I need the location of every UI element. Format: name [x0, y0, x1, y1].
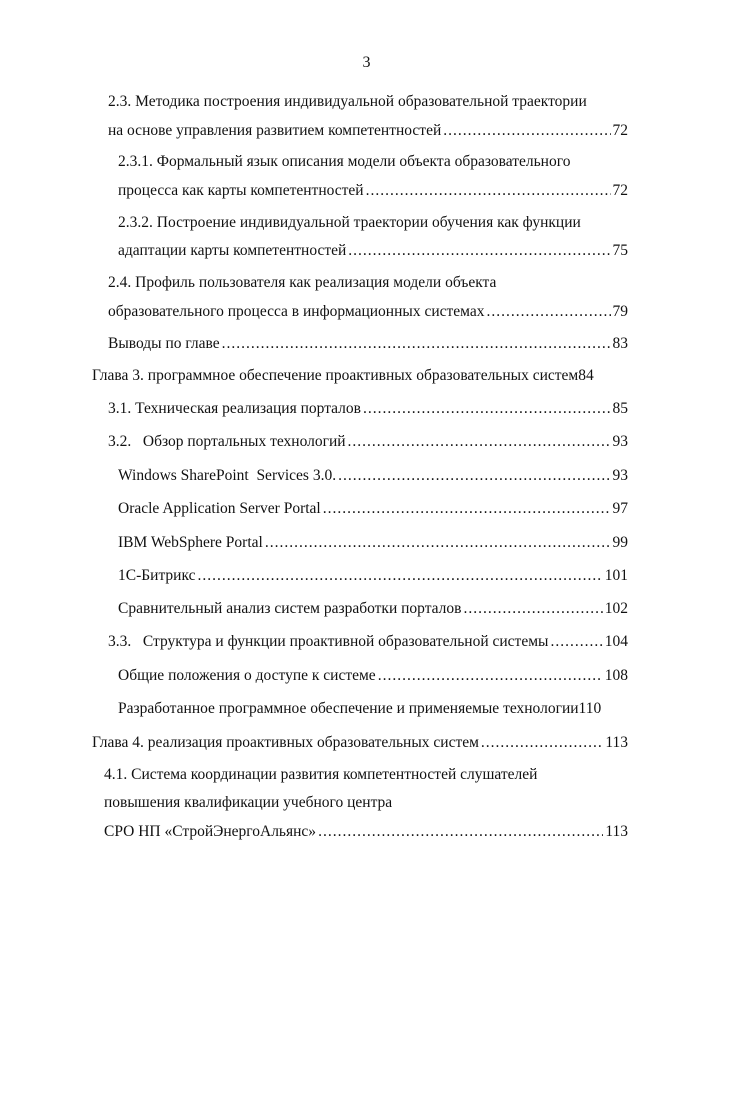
toc-page-number: 75 [612, 242, 628, 259]
toc-entry-text: 3.3. Структура и функции проактивной образовательной системы [108, 633, 549, 650]
dot-leader [443, 121, 610, 141]
toc-line [104, 793, 392, 813]
dot-leader [197, 566, 602, 586]
dot-leader [348, 432, 611, 452]
toc-line [108, 92, 587, 112]
toc-page-number: 93 [612, 433, 628, 450]
toc-page-number: 72 [612, 122, 628, 139]
toc-entry-text: 3.1. Техническая реализация порталов [108, 400, 361, 417]
page-number: 3 [362, 54, 371, 71]
toc-page-number: 84 [578, 367, 594, 384]
toc-page-number: 72 [612, 182, 628, 199]
toc-page-number: 79 [612, 303, 628, 320]
toc-line [118, 566, 628, 586]
toc-page-number: 102 [604, 600, 628, 617]
toc-entry-text: 2.4. Профиль пользователя как реализация модели объекта [108, 274, 497, 291]
toc-line [118, 699, 638, 719]
toc-entry-text: Oracle Application Server Portal [118, 500, 321, 517]
toc-line [118, 181, 628, 201]
toc-line [108, 432, 628, 452]
dot-leader [463, 599, 602, 619]
dot-leader [550, 632, 602, 652]
toc-page-number: 108 [604, 667, 628, 684]
toc-entry-text: образовательного процесса в информационных системах [108, 303, 485, 320]
dot-leader [378, 666, 603, 686]
dot-leader [323, 499, 611, 519]
toc-page-number: 83 [612, 335, 628, 352]
toc-line [118, 466, 628, 486]
toc-entry-text: 2.3.1. Формальный язык описания модели объекта образовательного [118, 153, 571, 170]
toc-entry-text: Разработанное программное обеспечение и применяемые технологии [118, 700, 579, 717]
toc-page-number: 85 [612, 400, 628, 417]
dot-leader [265, 533, 611, 553]
dot-leader [338, 466, 610, 486]
toc-entry-text: 4.1. Система координации развития компетентностей слушателей [104, 766, 538, 783]
toc-line [108, 334, 628, 354]
toc-entry-text: повышения квалификации учебного центра [104, 794, 393, 811]
toc-line [118, 152, 570, 172]
toc-page-number: 101 [604, 567, 628, 584]
toc-page-number: 97 [612, 500, 628, 517]
toc-entry-text: на основе управления развитием компетентностей [108, 122, 442, 139]
toc-entry-text: Windows SharePoint Services 3.0. [118, 467, 337, 484]
toc-line [118, 499, 628, 519]
toc-line [104, 822, 628, 842]
toc-page-number: 110 [578, 700, 602, 717]
toc-entry-text: адаптации карты компетентностей [118, 242, 347, 259]
toc-line [108, 121, 628, 141]
toc-line [118, 241, 628, 261]
toc-line [108, 302, 628, 322]
toc-page-number: 93 [612, 467, 628, 484]
toc-line [118, 599, 628, 619]
toc-line [118, 213, 581, 233]
dot-leader [318, 822, 603, 842]
toc-entry-text: процесса как карты компетентностей [118, 182, 364, 199]
toc-line [108, 399, 628, 419]
dot-leader [363, 399, 611, 419]
toc-page-number: 99 [612, 534, 628, 551]
toc-entry-text: Сравнительный анализ систем разработки порталов [118, 600, 462, 617]
toc-line [92, 366, 637, 386]
toc-line [118, 533, 628, 553]
toc-line [118, 666, 628, 686]
toc-entry-text: 2.3. Методика построения индивидуальной образовательной траектории [108, 93, 587, 110]
toc-line [108, 273, 496, 293]
toc-entry-text: Глава 4. реализация проактивных образовательных систем [92, 734, 479, 751]
dot-leader [366, 181, 611, 201]
toc-page-number: 113 [605, 734, 628, 751]
toc-page-number: 104 [604, 633, 628, 650]
dot-leader [222, 334, 611, 354]
toc-page-number: 113 [605, 823, 628, 840]
toc-entry-text: Глава 3. программное обеспечение проактивных образовательных систем [92, 367, 579, 384]
toc-entry-text: СРО НП «СтройЭнергоАльянс» [104, 823, 317, 840]
toc-entry-text: Общие положения о доступе к системе [118, 667, 376, 684]
dot-leader [481, 733, 603, 753]
toc-entry-text: 3.2. Обзор портальных технологий [108, 433, 346, 450]
toc-entry-text: 1С-Битрикс [118, 567, 196, 584]
toc-entry-text: 2.3.2. Построение индивидуальной траектории обучения как функции [118, 214, 581, 231]
toc-entry-text: Выводы по главе [108, 335, 220, 352]
dot-leader [486, 302, 610, 322]
toc-line [104, 765, 537, 785]
toc-line [92, 733, 628, 753]
toc-line [108, 632, 628, 652]
toc-entry-text: IBM WebSphere Portal [118, 534, 263, 551]
dot-leader [348, 241, 610, 261]
